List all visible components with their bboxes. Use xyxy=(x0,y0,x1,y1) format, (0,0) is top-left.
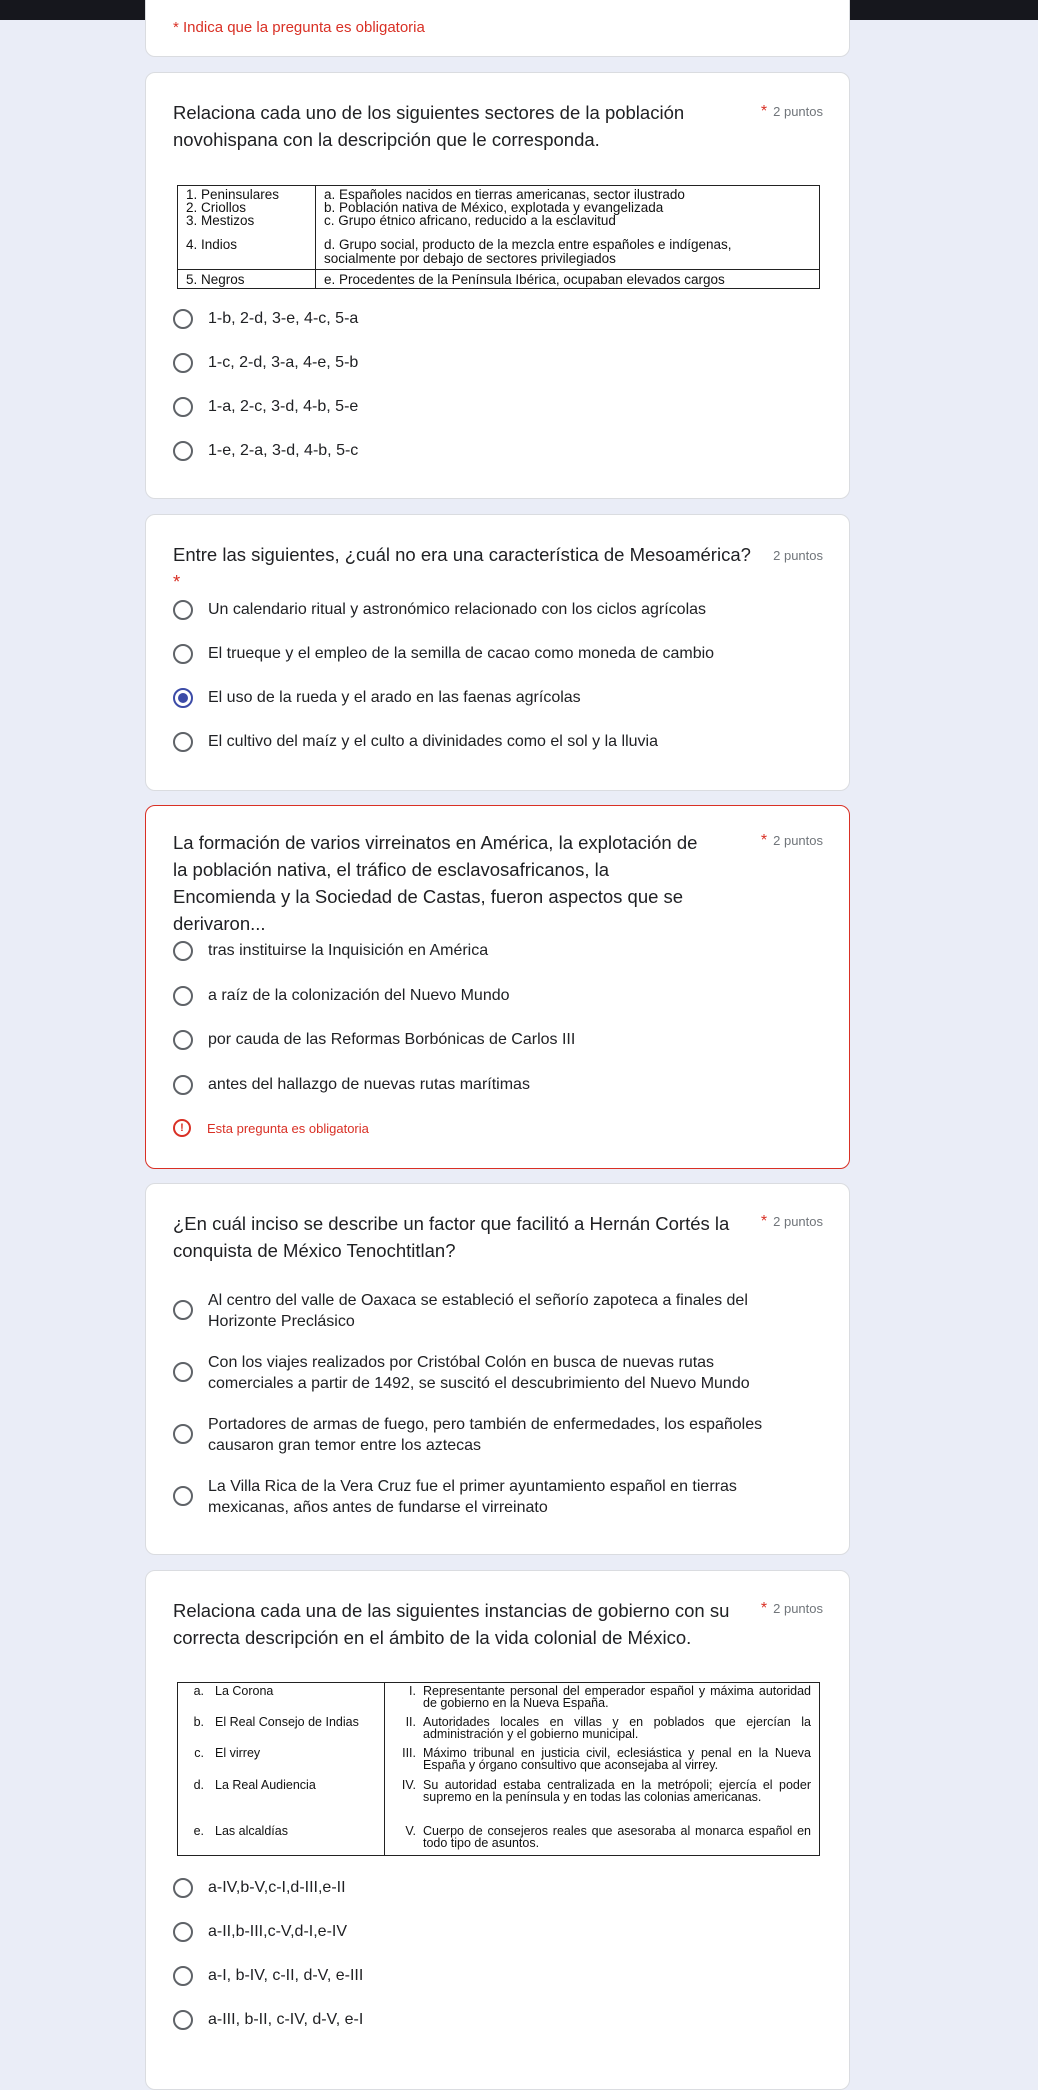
table-right-e: e. Procedentes de la Península Ibérica, ocupaban elevados cargos xyxy=(324,272,725,287)
table-left-2: 2. Criollos xyxy=(186,200,247,215)
radio-button[interactable] xyxy=(173,732,193,752)
answer-option[interactable]: El cultivo del maíz y el culto a divinidades como el sol y la lluvia xyxy=(173,732,829,752)
radio-button[interactable] xyxy=(173,1424,193,1444)
answer-option[interactable]: a-II,b-III,c-V,d-I,e-IV xyxy=(173,1922,829,1942)
radio-button[interactable] xyxy=(173,441,193,461)
radio-button[interactable] xyxy=(173,1075,193,1095)
table-right-d: d. Grupo social, producto de la mezcla entre españoles e indígenas, xyxy=(324,237,732,252)
question-card-3 xyxy=(145,805,850,1169)
table-left-d: La Real Audiencia xyxy=(215,1778,316,1792)
radio-button[interactable] xyxy=(173,1486,193,1506)
answer-option[interactable]: La Villa Rica de la Vera Cruz fue el primer ayuntamiento español en tierras mexicanas, años antes de fundarse el virreinato xyxy=(173,1476,763,1518)
question-title: ¿En cuál inciso se describe un factor que facilitó a Hernán Cortés la conquista de México Tenochtitlan? xyxy=(173,1213,730,1261)
answer-option[interactable]: Con los viajes realizados por Cristóbal Colón en busca de nuevas rutas comerciales a partir de 1492, se suscitó el descubrimiento del Nuevo Mundo xyxy=(173,1352,798,1394)
radio-button-checked[interactable] xyxy=(173,688,193,708)
radio-button[interactable] xyxy=(173,1030,193,1050)
question-title: Relaciona cada una de las siguientes instancias de gobierno con su correcta descripción en el ámbito de la vida colonial de México. xyxy=(173,1600,730,1648)
answer-option[interactable]: Al centro del valle de Oaxaca se estableció el señorío zapoteca a finales del Horizonte Preclásico xyxy=(173,1290,763,1332)
radio-button[interactable] xyxy=(173,941,193,961)
table-right-V: Cuerpo de consejeros reales que asesoraba al monarca español en todo tipo de asuntos. xyxy=(423,1824,811,1850)
question-card-4 xyxy=(145,1183,850,1555)
answer-option[interactable]: por cauda de las Reformas Borbónicas de Carlos III xyxy=(173,1030,829,1050)
table-right-III: Máximo tribunal en justicia civil, eclesiástica y penal en la Nueva España y órgano consultivo que aconsejaba al virrey. xyxy=(423,1746,811,1772)
table-left-e: Las alcaldías xyxy=(215,1824,288,1838)
radio-button[interactable] xyxy=(173,1362,193,1382)
answer-option[interactable]: a-IV,b-V,c-I,d-III,e-II xyxy=(173,1878,829,1898)
radio-button[interactable] xyxy=(173,1300,193,1320)
table-right-I: Representante personal del emperador español y máxima autoridad de gobierno en la Nueva España. xyxy=(423,1684,811,1710)
radio-button[interactable] xyxy=(173,1966,193,1986)
answer-option[interactable]: El trueque y el empleo de la semilla de cacao como moneda de cambio xyxy=(173,644,829,664)
question-points: * 2 puntos xyxy=(760,1213,823,1230)
question-image-table xyxy=(177,185,820,289)
question-title: Entre las siguientes, ¿cuál no era una característica de Mesoamérica? * xyxy=(173,544,751,592)
answer-option[interactable]: 1-e, 2-a, 3-d, 4-b, 5-c xyxy=(173,441,829,461)
radio-button[interactable] xyxy=(173,1922,193,1942)
answer-option[interactable]: 1-c, 2-d, 3-a, 4-e, 5-b xyxy=(173,353,829,373)
question-points: * 2 puntos xyxy=(760,1600,823,1617)
question-image-table: a. La Corona b. El Real Consejo de Indias c. El virrey d. La Real Audiencia e. Las alcaldías I. Representante personal del emperador español y máxima autoridad de gobierno en la Nueva España. II. Autoridades locales en villas y en poblados que ejercían la administración y el gobierno municipal. III. Máximo tribunal en justicia civil, eclesiástica y penal en la Nueva España y órgano consultivo que aconsejaba al virrey. IV. Su autoridad estaba centralizada en la metrópoli; ejercía el poder supremo en la península y en todas las colonias americanas. V. Cuerpo de consejeros reales que asesoraba al monarca español en todo tipo de asuntos. xyxy=(177,1682,820,1856)
question-title: La formación de varios virreinatos en América, la explotación de la población nativa, el tráfico de esclavosafricanos, la Encomienda y la Sociedad de Castas, fueron aspectos que se derivaron... xyxy=(173,832,698,934)
table-left-3: 3. Mestizos xyxy=(186,213,255,228)
table-right-IV: Su autoridad estaba centralizada en la metrópoli; ejercía el poder supremo en la península y en todas las colonias americanas. xyxy=(423,1778,811,1804)
radio-button[interactable] xyxy=(173,353,193,373)
answer-option[interactable]: tras instituirse la Inquisición en América xyxy=(173,941,829,961)
error-icon: ! xyxy=(173,1119,191,1137)
question-card-1 xyxy=(145,72,850,499)
table-left-c: El virrey xyxy=(215,1746,261,1760)
answer-option[interactable]: 1-b, 2-d, 3-e, 4-c, 5-a xyxy=(173,309,829,329)
question-points: 2 puntos xyxy=(773,548,823,563)
table-right-d-cont: socialmente por debajo de sectores privilegiados xyxy=(324,251,616,266)
answer-option[interactable]: antes del hallazgo de nuevas rutas marítimas xyxy=(173,1075,829,1095)
table-left-a: La Corona xyxy=(215,1684,274,1698)
answer-option-selected[interactable]: El uso de la rueda y el arado en las faenas agrícolas xyxy=(173,688,829,708)
form-header-card xyxy=(145,0,850,57)
radio-button[interactable] xyxy=(173,397,193,417)
error-message: ! Esta pregunta es obligatoria xyxy=(173,1119,369,1137)
question-title: Relaciona cada uno de los siguientes sectores de la población novohispana con la descripción que le corresponda. xyxy=(173,102,685,150)
radio-button[interactable] xyxy=(173,600,193,620)
radio-button[interactable] xyxy=(173,986,193,1006)
table-right-c: c. Grupo étnico africano, reducido a la esclavitud xyxy=(324,213,616,228)
table-left-5: 5. Negros xyxy=(186,272,245,287)
table-left-4: 4. Indios xyxy=(186,237,238,252)
answer-option[interactable]: a-III, b-II, c-IV, d-V, e-I xyxy=(173,2010,829,2030)
table-right-b: b. Población nativa de México, explotada y evangelizada xyxy=(324,200,664,215)
question-points: * 2 puntos xyxy=(760,103,823,120)
answer-option[interactable]: Un calendario ritual y astronómico relacionado con los ciclos agrícolas xyxy=(173,600,829,620)
radio-button[interactable] xyxy=(173,309,193,329)
table-right-II: Autoridades locales en villas y en poblados que ejercían la administración y el gobierno municipal. xyxy=(423,1715,811,1741)
answer-option[interactable]: Portadores de armas de fuego, pero también de enfermedades, los españoles causaron gran temor entre los aztecas xyxy=(173,1414,763,1456)
radio-button[interactable] xyxy=(173,1878,193,1898)
question-points: * 2 puntos xyxy=(760,832,823,849)
question-card-5 xyxy=(145,1570,850,2090)
question-card-2 xyxy=(145,514,850,791)
table-left-b: El Real Consejo de Indias xyxy=(215,1715,359,1729)
radio-button[interactable] xyxy=(173,644,193,664)
table-right-a: a. Españoles nacidos en tierras americanas, sector ilustrado xyxy=(324,187,685,202)
radio-button[interactable] xyxy=(173,2010,193,2030)
answer-option[interactable]: a-I, b-IV, c-II, d-V, e-III xyxy=(173,1966,829,1986)
answer-option[interactable]: 1-a, 2-c, 3-d, 4-b, 5-e xyxy=(173,397,829,417)
answer-option[interactable]: a raíz de la colonización del Nuevo Mundo xyxy=(173,986,829,1006)
required-note: * Indica que la pregunta es obligatoria xyxy=(173,19,425,36)
table-left-1: 1. Peninsulares xyxy=(186,187,280,202)
